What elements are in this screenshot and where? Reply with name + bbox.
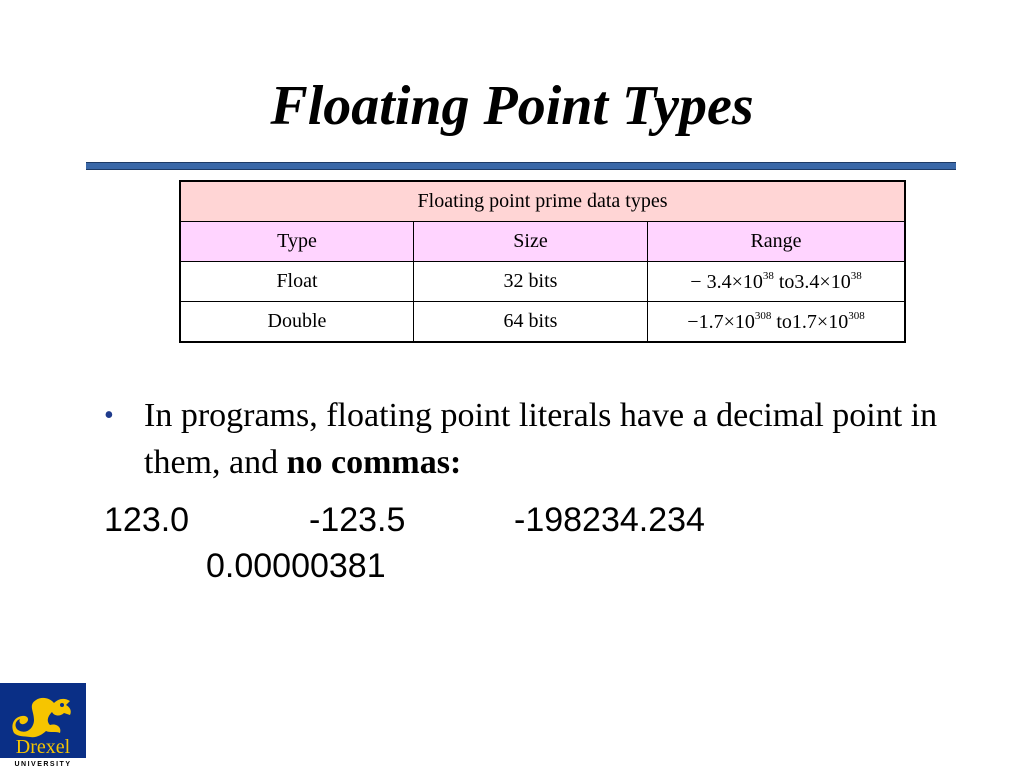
header-range: Range	[648, 222, 906, 262]
cell-type-float: Float	[180, 262, 414, 302]
range-pos-exponent: 38	[850, 269, 862, 282]
cell-range-float	[648, 262, 906, 302]
range-neg-exponent: 38	[762, 269, 774, 282]
literal-example: -198234.234	[514, 501, 705, 539]
range-pos-mantissa: 1.7×10	[791, 310, 849, 333]
table-caption-row	[180, 181, 905, 222]
bullet-item	[104, 392, 964, 486]
range-pos-mantissa: 3.4×10	[794, 270, 851, 293]
slide-title: Floating Point Types	[270, 75, 754, 137]
literal-example: -123.5	[309, 501, 406, 539]
logo-subtitle: UNIVERSITY	[14, 761, 72, 768]
cell-range-double	[648, 302, 906, 343]
table-row-float	[180, 262, 905, 302]
table-row-double	[180, 302, 905, 343]
header-type: Type	[180, 222, 414, 262]
table-caption: Floating point prime data types	[180, 181, 905, 222]
table-header-row	[180, 222, 905, 262]
range-connector: to	[773, 270, 795, 293]
cell-size-double: 64 bits	[414, 302, 648, 343]
literal-example: 123.0	[104, 501, 190, 539]
drexel-logo	[0, 683, 86, 768]
range-neg-mantissa: − 3.4×10	[690, 270, 763, 293]
bullet-body: In programs, floating point literals have a decimal point in them, and	[144, 397, 938, 481]
floating-point-types-table	[179, 180, 906, 343]
range-neg-mantissa: −1.7×10	[687, 310, 755, 333]
title-divider	[86, 162, 956, 170]
bullet-emphasis: no commas:	[286, 444, 462, 481]
header-size: Size	[414, 222, 648, 262]
bullet-text	[144, 392, 964, 486]
cell-size-float: 32 bits	[414, 262, 648, 302]
logo-wordmark: Drexel	[15, 736, 71, 758]
bullet-icon: •	[104, 400, 114, 431]
literal-example: 0.00000381	[206, 547, 386, 585]
range-connector: to	[771, 310, 792, 333]
cell-type-double: Double	[180, 302, 414, 343]
range-neg-exponent: 308	[754, 309, 772, 322]
range-pos-exponent: 308	[848, 309, 865, 322]
